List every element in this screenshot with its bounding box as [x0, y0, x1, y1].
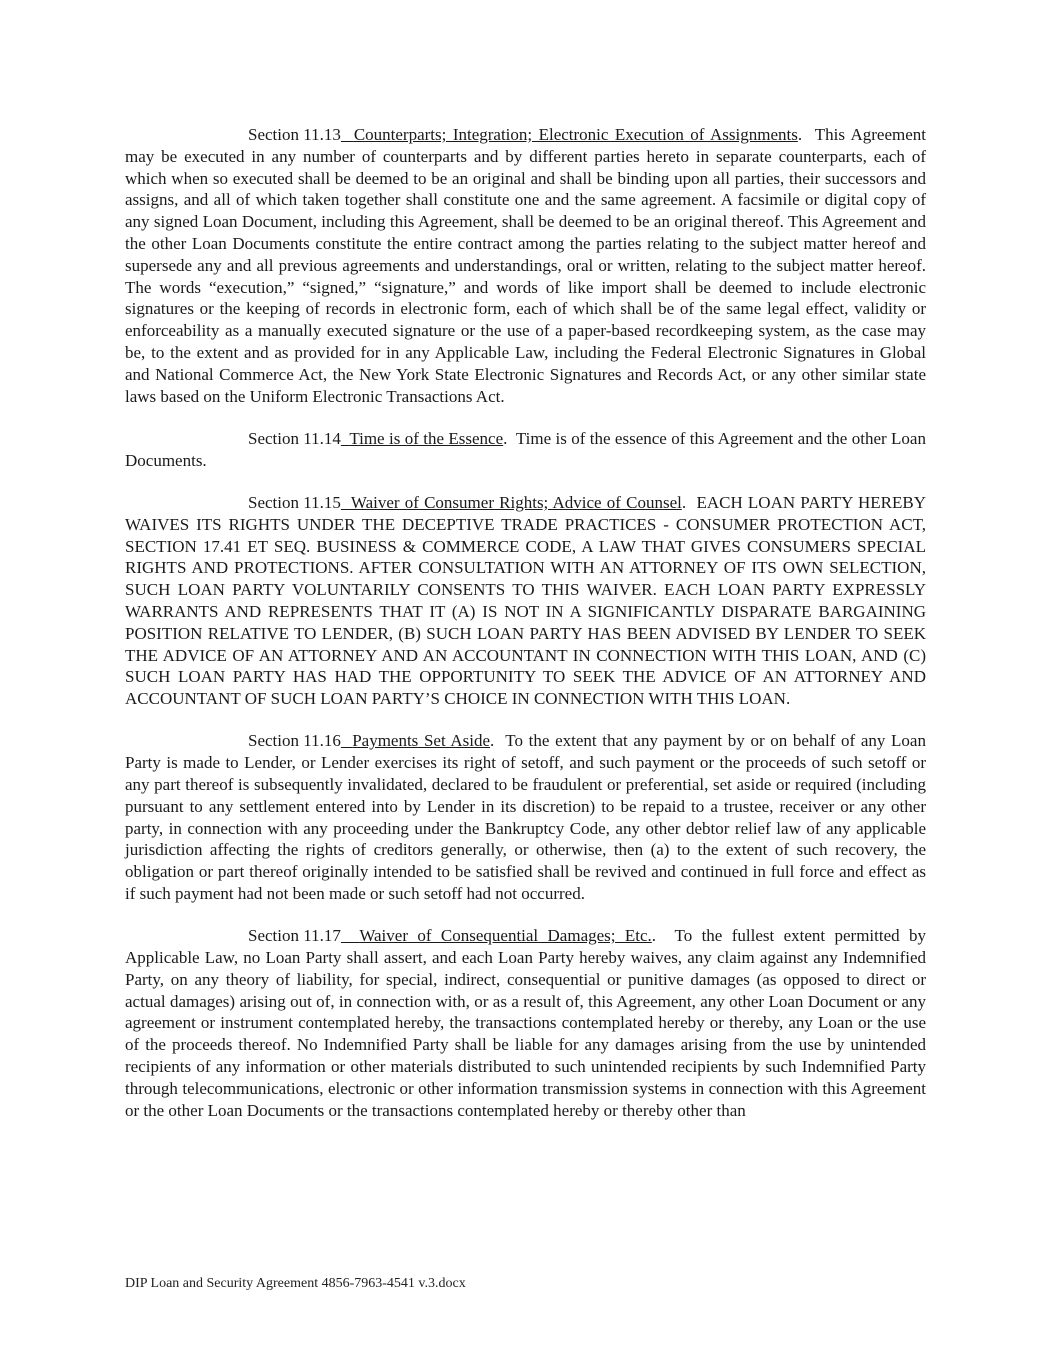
section-text: To the fullest extent permitted by Applicable Law, no Loan Party shall assert, and each Loan Party hereby waives, any claim against any Indemnified Party, on any theory of liability, for special, indirect, consequential or punitive damages (as opposed to direct or actual damages) arising out of, in connection with, or as a result of, this Agreement, any other Loan Document or any agreement or instrument contemplated hereby, the transactions contemplated hereby or thereby, any Loan or the use of the proceeds thereof. No Indemnified Party shall be liable for any damages arising from the use by unintended recipients of any information or other materials distributed to such unintended recipients by such Indemnified Party through telecommunications, electronic or other information transmission systems in connection with this Agreement or the other Loan Documents or the transactions contemplated hereby or thereby other than: [125, 926, 927, 1120]
section-11-14: Section 11.14 Time is of the Essence. Time is of the essence of this Agreement and the other Loan Documents.: [125, 428, 926, 470]
document-body: [125, 124, 926, 1142]
section-number: Section 11.14: [248, 428, 341, 448]
section-heading: Payments Set Aside: [352, 731, 491, 751]
section-11-17: Section 11.17 Waiver of Consequential Damages; Etc.. To the fullest extent permitted by Applicable Law, no Loan Party shall assert, and each Loan Party hereby waives, any claim against any Indemnified Party, on any theory of liability, for special, indirect, consequential or punitive damages (as opposed to direct or actual damages) arising out of, in connection with, or as a result of, this Agreement, any other Loan Document or any agreement or instrument contemplated hereby, the transactions contemplated hereby or thereby, any Loan or the use of the proceeds thereof. No Indemnified Party shall be liable for any damages arising from the use by unintended recipients of any information or other materials distributed to such unintended recipients by such Indemnified Party through telecommunications, electronic or other information transmission systems in connection with this Agreement or the other Loan Documents or the transactions contemplated hereby or thereby other than: [125, 926, 927, 1120]
section-text: This Agreement may be executed in any number of counterparts and by different parties hereto in separate counterparts, each of which when so executed shall be deemed to be an original and shall be binding upon all parties, their successors and assigns, and all of which taken together shall constitute one and the same agreement. A facsimile or digital copy of any signed Loan Document, including this Agreement, shall be deemed to be an original thereof. This Agreement and the other Loan Documents constitute the entire contract among the parties relating to the subject matter hereof and supersede any and all previous agreements and understandings, oral or written, relating to the subject matter hereof. The words “execution,” “signed,” “signature,” and words of like import shall be deemed to include electronic signatures or the keeping of records in electronic form, each of which shall be of the same legal effect, validity or enforceability as a manually executed signature or the use of a paper-based recordkeeping system, as the case may be, to the extent and as provided for in any Applicable Law, including the Federal Electronic Signatures in Global and National Commerce Act, the New York State Electronic Signatures and Records Act, or any other similar state laws based on the Uniform Electronic Transactions Act.: [125, 125, 926, 406]
section-text: Time is of the essence of this Agreement and the other Loan Documents.: [125, 428, 926, 470]
section-text: EACH LOAN PARTY HEREBY WAIVES ITS RIGHTS UNDER THE DECEPTIVE TRADE PRACTICES - CONSUMER PROTECTION ACT, SECTION 17.41 ET SEQ. BUSINESS & COMMERCE CODE, A LAW THAT GIVES CONSUMERS SPECIAL RIGHTS AND PROTECTIONS. AFTER CONSULTATION WITH AN ATTORNEY OF ITS OWN SELECTION, SUCH LOAN PARTY VOLUNTARILY CONSENTS TO THIS WAIVER. EACH LOAN PARTY EXPRESSLY WARRANTS AND REPRESENTS THAT IT (A) IS NOT IN A SIGNIFICANTLY DISPARATE BARGAINING POSITION RELATIVE TO LENDER, (B) SUCH LOAN PARTY HAS BEEN ADVISED BY LENDER TO SEEK THE ADVICE OF AN ATTORNEY AND AN ACCOUNTANT IN CONNECTION WITH THIS LOAN, AND (C) SUCH LOAN PARTY HAS HAD THE OPPORTUNITY TO SEEK THE ADVICE OF AN ATTORNEY AND ACCOUNTANT OF SUCH LOAN PARTY’S CHOICE IN CONNECTION WITH THIS LOAN.: [125, 492, 926, 709]
section-heading: Waiver of Consequential Damages; Etc.: [359, 926, 652, 946]
section-heading: Counterparts; Integration; Electronic Execution of Assignments: [353, 125, 798, 144]
section-11-13: Section 11.13 Counterparts; Integration; Electronic Execution of Assignments. This Agreement may be executed in any number of counterparts and by different parties hereto in separate counterparts, each of which when so executed shall be deemed to be an original and shall be binding upon all parties, their successors and assigns, and all of which taken together shall constitute one and the same agreement. A facsimile or digital copy of any signed Loan Document, including this Agreement, shall be deemed to be an original thereof. This Agreement and the other Loan Documents constitute the entire contract among the parties relating to the subject matter hereof and supersede any and all previous agreements and understandings, oral or written, relating to the subject matter hereof. The words “execution,” “signed,” “signature,” and words of like import shall be deemed to include electronic signatures or the keeping of records in electronic form, each of which shall be of the same legal effect, validity or enforceability as a manually executed signature or the use of a paper-based recordkeeping system, as the case may be, to the extent and as provided for in any Applicable Law, including the Federal Electronic Signatures in Global and National Commerce Act, the New York State Electronic Signatures and Records Act, or any other similar state laws based on the Uniform Electronic Transactions Act.: [125, 125, 926, 406]
section-heading: Waiver of Consumer Rights; Advice of Counsel: [350, 492, 682, 512]
section-heading: Time is of the Essence: [349, 428, 504, 448]
page-footer: DIP Loan and Security Agreement 4856-7963-4541 v.3.docx: [125, 1276, 466, 1291]
section-11-16: Section 11.16 Payments Set Aside. To the extent that any payment by or on behalf of any Loan Party is made to Lender, or Lender exercises its right of setoff, and such payment or the proceeds of such setoff or any part thereof is subsequently invalidated, declared to be fraudulent or preferential, set aside or required (including pursuant to any settlement entered into by Lender in its discretion) to be repaid to a trustee, receiver or any other party, in connection with any proceeding under the Bankruptcy Code, any other debtor relief law of any applicable jurisdiction affecting the rights of creditors generally, or otherwise, then (a) to the extent of such recovery, the obligation or part thereof originally intended to be satisfied shall be revived and continued in full force and effect as if such payment had not been made or such setoff had not occurred.: [125, 731, 926, 903]
section-11-15: Section 11.15 Waiver of Consumer Rights; Advice of Counsel. EACH LOAN PARTY HEREBY WAIVES ITS RIGHTS UNDER THE DECEPTIVE TRADE PRACTICES - CONSUMER PROTECTION ACT, SECTION 17.41 ET SEQ. BUSINESS & COMMERCE CODE, A LAW THAT GIVES CONSUMERS SPECIAL RIGHTS AND PROTECTIONS. AFTER CONSULTATION WITH AN ATTORNEY OF ITS OWN SELECTION, SUCH LOAN PARTY VOLUNTARILY CONSENTS TO THIS WAIVER. EACH LOAN PARTY EXPRESSLY WARRANTS AND REPRESENTS THAT IT (A) IS NOT IN A SIGNIFICANTLY DISPARATE BARGAINING POSITION RELATIVE TO LENDER, (B) SUCH LOAN PARTY HAS BEEN ADVISED BY LENDER TO SEEK THE ADVICE OF AN ATTORNEY AND AN ACCOUNTANT IN CONNECTION WITH THIS LOAN, AND (C) SUCH LOAN PARTY HAS HAD THE OPPORTUNITY TO SEEK THE ADVICE OF AN ATTORNEY AND ACCOUNTANT OF SUCH LOAN PARTY’S CHOICE IN CONNECTION WITH THIS LOAN.: [125, 492, 926, 709]
section-number: Section 11.16: [248, 731, 341, 751]
section-number: Section 11.15: [248, 492, 341, 512]
section-number: Section 11.13: [248, 125, 341, 144]
section-text: To the extent that any payment by or on behalf of any Loan Party is made to Lender, or Lender exercises its right of setoff, and such payment or the proceeds of such setoff or any part thereof is subsequently invalidated, declared to be fraudulent or preferential, set aside or required (including pursuant to any settlement entered into by Lender in its discretion) to be repaid to a trustee, receiver or any other party, in connection with any proceeding under the Bankruptcy Code, any other debtor relief law of any applicable jurisdiction affecting the rights of creditors generally, or otherwise, then (a) to the extent of such recovery, the obligation or part thereof originally intended to be satisfied shall be revived and continued in full force and effect as if such payment had not been made or such setoff had not occurred.: [125, 731, 926, 903]
section-number: Section 11.17: [248, 926, 341, 946]
